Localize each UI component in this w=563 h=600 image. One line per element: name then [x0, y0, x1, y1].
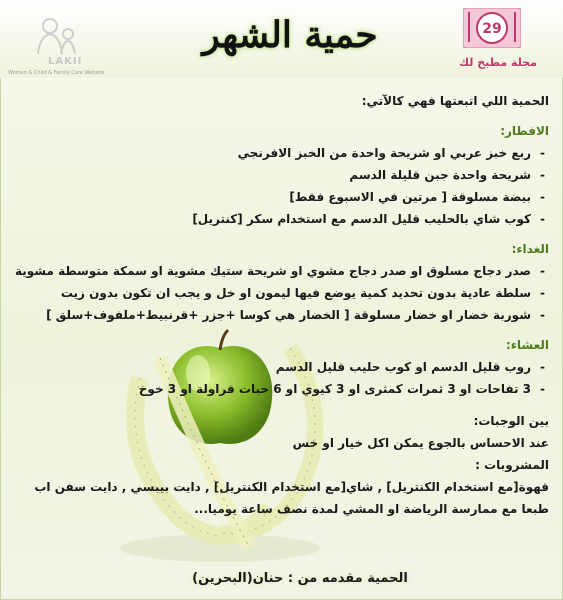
section-title-dinner: العشاء: — [505, 338, 549, 352]
diet-content — [14, 90, 549, 520]
list-item: - صدر دجاج مسلوق او صدر دجاج مشوي او شريحة ستيك مشوية او سمكة متوسطة مشوية — [14, 260, 549, 282]
section-breakfast — [14, 120, 549, 230]
site-logo — [8, 16, 138, 76]
between-meals-text: عند الاحساس بالجوع يمكن اكل خيار او خس — [292, 436, 549, 450]
page-title: حمية الشهر — [202, 14, 378, 56]
magazine-logo — [443, 8, 553, 78]
credit-text: الحمية مقدمه من : حنان(البحرين) — [192, 571, 408, 586]
section-dinner — [14, 334, 549, 400]
list-item: - بيضة مسلوقة [ مرتين في الاسبوع فقط] — [14, 186, 549, 208]
magazine-name: مجلة مطبخ لك — [459, 56, 537, 69]
section-title-breakfast: الافطار: — [500, 124, 549, 138]
intro-text: الحمية اللي اتبعتها فهي كالآتي: — [361, 94, 549, 108]
list-item: - كوب شاي بالحليب قليل الدسم مع استخدام سكر [كنتريل] — [14, 208, 549, 230]
site-tagline: Women & Child & Family Care Website — [8, 70, 105, 76]
list-item: - سلطة عادية بدون تحديد كمية يوضع فيها ليمون او خل و يجب ان تكون بدون زيت — [14, 282, 549, 304]
magazine-number: 29 — [482, 21, 502, 37]
list-item: - شريحة واحدة جبن قليلة الدسم — [14, 164, 549, 186]
section-lunch — [14, 238, 549, 326]
plate-icon — [463, 8, 521, 48]
drinks-title: المشروبات : — [475, 458, 549, 472]
between-meals-title: بين الوجبات: — [473, 414, 549, 428]
list-item: - ربع خبز عربي او شريحة واحدة من الخبز الافرنجي — [14, 142, 549, 164]
list-item: - شوربة خضار او خضار مسلوقة [ الخضار هي كوسا +جزر +قرنبيط+ملفوف+سلق ] — [14, 304, 549, 326]
section-title-lunch: الغداء: — [511, 242, 549, 256]
list-item: - 3 تفاحات او 3 ثمرات كمثرى او 3 كيوي او 6 حبات فراولة او 3 خوخ — [14, 378, 549, 400]
list-item: - روب قليل الدسم او كوب حليب قليل الدسم — [14, 356, 549, 378]
site-logo-word: LAKII — [48, 56, 83, 67]
exercise-note: طبعا مع ممارسة الرياضة او المشي لمدة نصف ساعة يوميا... — [194, 502, 549, 516]
family-icon — [28, 16, 88, 56]
drinks-text: قهوة[مع استخدام الكنتريل] , شاي[مع استخدام الكنتريل] , دايت بيبسي , دايت سفن اب — [34, 480, 549, 494]
